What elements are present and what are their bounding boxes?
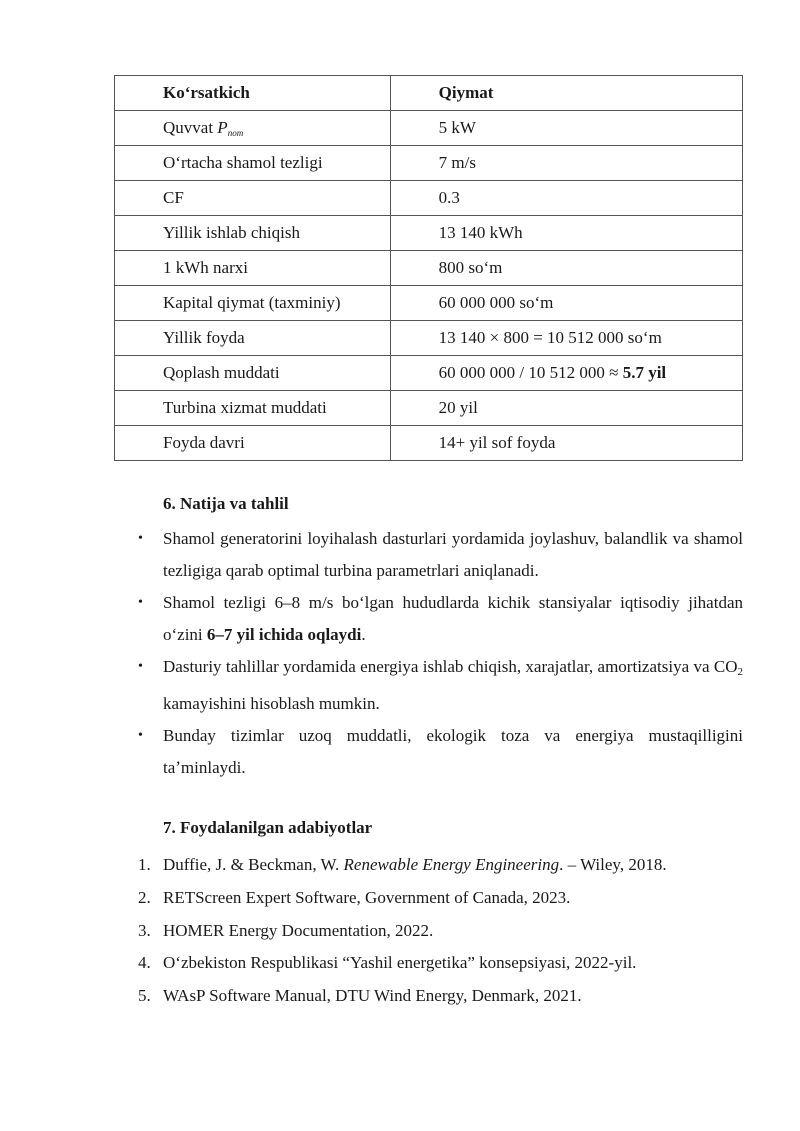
table-row (115, 216, 743, 251)
table-cell-value: 60 000 000 soʻm (390, 286, 742, 321)
list-item: 3. HOMER Energy Documentation, 2022. (138, 920, 434, 940)
table-cell-label (115, 111, 391, 146)
table-row (115, 286, 743, 321)
table-cell-label: Yillik ishlab chiqish (115, 216, 391, 251)
power-label: Quvvat (163, 118, 218, 137)
table-cell-label: Oʻrtacha shamol tezligi (115, 146, 391, 181)
list-item: • Shamol generatorini loyihalash dasturlari yordamida joylashuv, balandlik va shamol tezligiga qarab optimal turbina parametrlari aniqlanadi. (114, 523, 743, 587)
list-item: 4. Oʻzbekiston Respublikasi “Yashil energetika” konsepsiyasi, 2022-yil. (138, 953, 637, 973)
table-row (115, 181, 743, 216)
results-bullet-list (114, 523, 743, 784)
table-cell-label: Kapital qiymat (taxminiy) (115, 286, 391, 321)
table-cell-value: 60 000 000 / 10 512 000 ≈ 5.7 yil (390, 356, 742, 391)
bullet-icon: • (138, 595, 143, 610)
table-header-row (115, 76, 743, 111)
table-cell-value: 13 140 kWh (390, 216, 742, 251)
table-cell-label: Yillik foyda (115, 321, 391, 356)
table-row (115, 251, 743, 286)
economics-table (114, 75, 743, 461)
table-row (115, 146, 743, 181)
table-cell-value: 800 soʻm (390, 251, 742, 286)
table-row (115, 391, 743, 426)
list-item: 2. RETScreen Expert Software, Government of Canada, 2023. (138, 887, 571, 907)
table-cell-value: 0.3 (390, 181, 742, 216)
section-7-heading: 7. Foydalanilgan adabiyotlar (163, 818, 373, 837)
list-item: • Dasturiy tahlillar yordamida energiya ishlab chiqish, xarajatlar, amortizatsiya va CO2 kamayishini hisoblash mumkin. (114, 651, 743, 720)
list-item: 1. Duffie, J. & Beckman, W. Renewable Energy Engineering. – Wiley, 2018. (138, 855, 667, 874)
table-row (115, 321, 743, 356)
table-header-indicator: Koʻrsatkich (115, 76, 391, 111)
table-cell-value: 14+ yil sof foyda (390, 426, 742, 461)
table-cell-label: Turbina xizmat muddati (115, 391, 391, 426)
table-cell-label: Qoplash muddati (115, 356, 391, 391)
table-cell-value: 5 kW (390, 111, 742, 146)
table-cell-label: 1 kWh narxi (115, 251, 391, 286)
section-6-heading: 6. Natija va tahlil (163, 494, 289, 513)
table-header-value: Qiymat (390, 76, 742, 111)
list-item: 5. WAsP Software Manual, DTU Wind Energy, Denmark, 2021. (138, 986, 582, 1006)
payback-result: 5.7 yil (622, 363, 667, 382)
table-cell-label: Foyda davri (115, 426, 391, 461)
power-symbol: $P_{nom}$ (217, 118, 244, 138)
list-item: • Shamol tezligi 6–8 m/s boʻlgan hududlarda kichik stansiyalar iqtisodiy jihatdan oʻzini 6–7 yil ichida oqlaydi. (114, 587, 743, 651)
table-cell-value: 13 140 × 800 = 10 512 000 soʻm (390, 321, 742, 356)
bullet-icon: • (138, 728, 143, 743)
bullet-icon: • (138, 531, 143, 546)
table-cell-value: 7 m/s (390, 146, 742, 181)
references-list (114, 849, 743, 1013)
table-row (115, 356, 743, 391)
bullet-icon: • (138, 659, 143, 674)
table-cell-value: 20 yil (390, 391, 742, 426)
table-row (115, 111, 743, 146)
table-cell-label: CF (115, 181, 391, 216)
table-row (115, 426, 743, 461)
list-item: • Bunday tizimlar uzoq muddatli, ekologik toza va energiya mustaqilligini taʼminlaydi. (114, 720, 743, 784)
